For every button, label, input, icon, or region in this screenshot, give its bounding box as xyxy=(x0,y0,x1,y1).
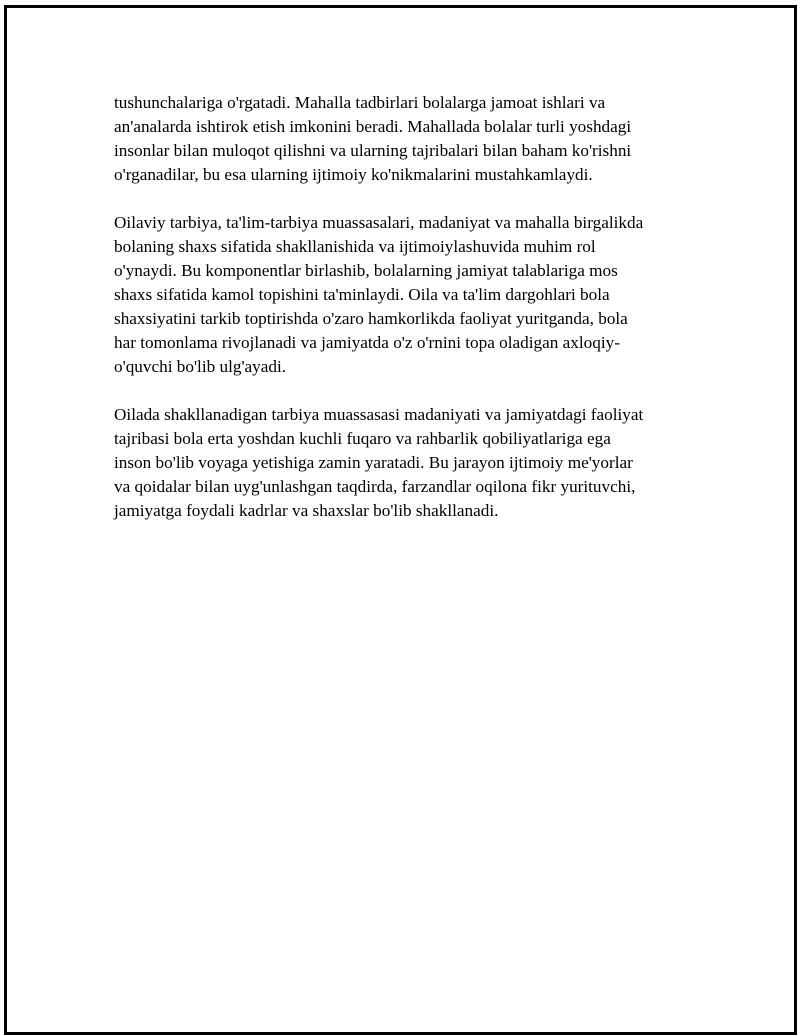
paragraph: Oilaviy tarbiya, ta'lim-tarbiya muassasalari, madaniyat va mahalla birgalikda bolaning shaxs sifatida shakllanishida va ijtimoiylashuvida muhim rol o'ynaydi. Bu komponentlar birlashib, bolalarning jamiyat talablariga mos shaxs sifatida kamol topishini ta'minlaydi. Oila va ta'lim dargohlari bola shaxsiyatini tarkib toptirishda o'zaro hamkorlikda faoliyat yuritganda, bola har tomonlama rivojlanadi va jamiyatda o'z o'rnini topa oladigan axloqiy- o'quvchi bo'lib ulg'ayadi. xyxy=(114,213,644,376)
document-body xyxy=(114,91,704,547)
paragraph: tushunchalariga o'rgatadi. Mahalla tadbirlari bolalarga jamoat ishlari va an'analarda ishtirok etish imkonini beradi. Mahallada bolalar turli yoshdagi insonlar bilan muloqot qilishni va ularning tajribalari bilan baham ko'rishni o'rganadilar, bu esa ularning ijtimoiy ko'nikmalarini mustahkamlaydi. xyxy=(114,93,632,184)
paragraph: Oilada shakllanadigan tarbiya muassasasi madaniyati va jamiyatdagi faoliyat tajribasi bola erta yoshdan kuchli fuqaro va rahbarlik qobiliyatlariga ega inson bo'lib voyaga yetishiga zamin yaratadi. Bu jarayon ijtimoiy me'yorlar va qoidalar bilan uyg'unlashgan taqdirda, farzandlar oqilona fikr yurituvchi, jamiyatga foydali kadrlar va shaxslar bo'lib shakllanadi. xyxy=(114,405,644,520)
